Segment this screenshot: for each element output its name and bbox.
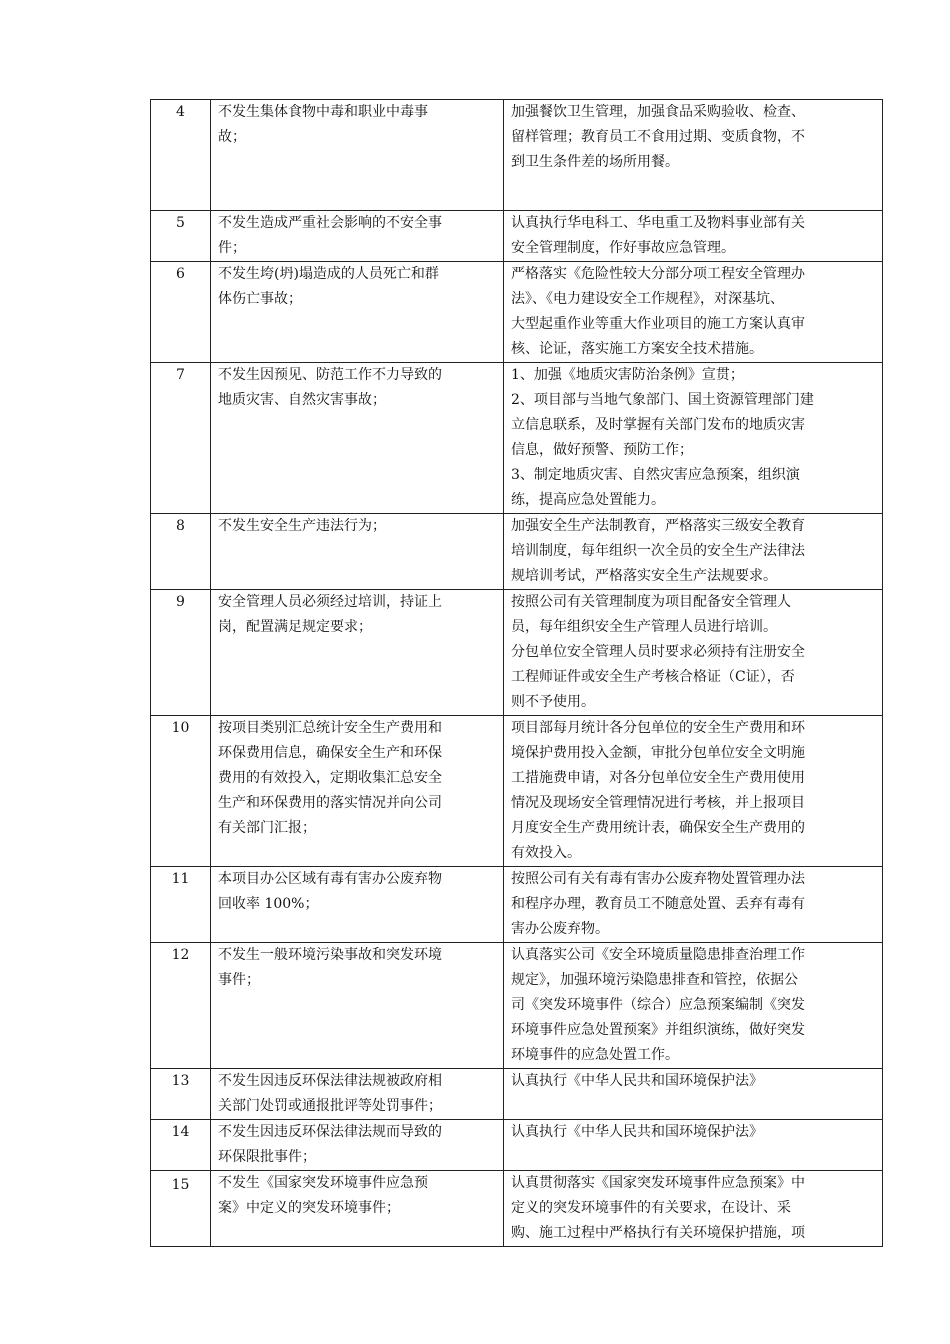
table-row [151,1069,883,1120]
measures-line: 规定》，加强环境污染隐患排查和管控，依据公 [511,972,798,988]
row-number: 5 [151,211,211,262]
measures-line: 害办公废弃物。 [511,921,609,937]
measures-line: 和程序办理，教育员工不随意处置、丢弃有毒有 [511,896,805,912]
measures-line: 认真执行《中华人民共和国环境保护法》 [511,1073,763,1089]
measures-line: 1、加强《地质灾害防治条例》宣贯； [511,367,744,383]
target-line: 不发生造成严重社会影响的不安全事 [218,215,442,231]
measures-line: 员，每年组织安全生产管理人员进行培训。 [511,619,777,635]
target-cell [211,1120,504,1171]
measures-line: 规培训考试，严格落实安全生产法规要求。 [511,568,777,584]
row-number: 7 [151,363,211,514]
measures-line: 留样管理；教育员工不食用过期、变质食物，不 [511,129,805,145]
row-number: 14 [151,1120,211,1171]
row-number: 4 [151,100,211,211]
measures-cell [504,867,883,943]
measures-cell [504,716,883,867]
measures-line: 练，提高应急处置能力。 [511,492,665,508]
target-line: 不发生垮(坍)塌造成的人员死亡和群 [218,266,439,282]
measures-line: 按照公司有关有毒有害办公废弃物处置管理办法 [511,871,805,887]
measures-cell [504,943,883,1069]
measures-line: 定义的突发环境事件的有关要求，在设计、采 [511,1200,791,1216]
safety-targets-table [150,99,883,1247]
measures-cell [504,1120,883,1171]
measures-line: 立信息联系，及时掌握有关部门发布的地质灾害 [511,417,805,433]
measures-cell [504,514,883,590]
target-line: 关部门处罚或通报批评等处罚事件； [218,1098,442,1114]
measures-line: 情况及现场安全管理情况进行考核，并上报项目 [511,795,805,811]
measures-line: 认真贯彻落实《国家突发环境事件应急预案》中 [511,1175,805,1191]
target-cell [211,867,504,943]
target-cell [211,1069,504,1120]
measures-line: 按照公司有关管理制度为项目配备安全管理人 [511,594,791,610]
measures-line: 培训制度，每年组织一次全员的安全生产法律法 [511,543,805,559]
target-line: 不发生一般环境污染事故和突发环境 [218,947,442,963]
measures-line: 工程师证件或安全生产考核合格证（C证），否 [511,669,795,685]
target-line: 费用的有效投入，定期收集汇总安全 [218,770,442,786]
target-line: 不发生集体食物中毒和职业中毒事 [218,104,428,120]
target-line: 不发生《国家突发环境事件应急预 [218,1175,428,1191]
table-row [151,943,883,1069]
measures-line: 信息，做好预警、预防工作； [511,442,693,458]
table-row [151,100,883,211]
table-row [151,1120,883,1171]
target-cell [211,590,504,716]
measures-line: 认真执行《中华人民共和国环境保护法》 [511,1124,763,1140]
target-cell [211,262,504,363]
target-line: 件； [218,240,246,256]
measures-line: 月度安全生产费用统计表，确保安全生产费用的 [511,820,805,836]
measures-cell [504,262,883,363]
measures-cell [504,363,883,514]
table-row [151,716,883,867]
row-number: 15 [151,1171,211,1247]
measures-cell [504,1069,883,1120]
measures-line: 境保护费用投入金额，审批分包单位安全文明施 [511,745,805,761]
target-line: 生产和环保费用的落实情况并向公司 [218,795,442,811]
table-row [151,363,883,514]
measures-line: 3、制定地质灾害、自然灾害应急预案，组织演 [511,467,800,483]
target-cell [211,363,504,514]
table-row [151,262,883,363]
row-number: 8 [151,514,211,590]
row-number: 13 [151,1069,211,1120]
target-line: 不发生因预见、防范工作不力导致的 [218,367,442,383]
target-cell [211,100,504,211]
measures-cell [504,1171,883,1247]
target-cell [211,211,504,262]
target-cell [211,943,504,1069]
target-line: 体伤亡事故； [218,291,302,307]
table-row [151,211,883,262]
target-cell [211,716,504,867]
measures-line: 分包单位安全管理人员时要求必须持有注册安全 [511,644,805,660]
table-row [151,867,883,943]
target-line: 地质灾害、自然灾害事故； [218,392,386,408]
measures-line: 严格落实《危险性较大分部分项工程安全管理办 [511,266,805,282]
target-line: 按项目类别汇总统计安全生产费用和 [218,720,442,736]
target-line: 环保费用信息，确保安全生产和环保 [218,745,442,761]
measures-line: 加强餐饮卫生管理，加强食品采购验收、检查、 [511,104,805,120]
measures-line: 大型起重作业等重大作业项目的施工方案认真审 [511,316,805,332]
measures-line: 2、项目部与当地气象部门、国土资源管理部门建 [511,392,814,408]
measures-line: 购、施工过程中严格执行有关环境保护措施，项 [511,1225,805,1241]
target-line: 环保限批事件； [218,1149,316,1165]
measures-line: 到卫生条件差的场所用餐。 [511,154,679,170]
target-line: 案》中定义的突发环境事件； [218,1200,400,1216]
target-line: 故； [218,129,246,145]
row-number: 11 [151,867,211,943]
target-line: 有关部门汇报； [218,820,316,836]
row-number: 6 [151,262,211,363]
table-row [151,590,883,716]
table-row [151,514,883,590]
target-line: 岗，配置满足规定要求； [218,619,372,635]
row-number: 12 [151,943,211,1069]
measures-cell [504,100,883,211]
measures-line: 认真落实公司《安全环境质量隐患排查治理工作 [511,947,805,963]
measures-cell [504,211,883,262]
measures-cell [504,590,883,716]
measures-line: 司《突发环境事件（综合）应急预案编制《突发 [511,997,805,1013]
measures-line: 环境事件的应急处置工作。 [511,1047,679,1063]
measures-line: 核、论证，落实施工方案安全技术措施。 [511,341,763,357]
measures-line: 加强安全生产法制教育，严格落实三级安全教育 [511,518,805,534]
target-cell [211,1171,504,1247]
measures-line: 环境事件应急处置预案》并组织演练，做好突发 [511,1022,805,1038]
target-cell [211,514,504,590]
target-line: 事件； [218,972,260,988]
row-number: 10 [151,716,211,867]
measures-line: 法》、《电力建设安全工作规程》，对深基坑、 [511,291,784,307]
row-number: 9 [151,590,211,716]
measures-line: 安全管理制度，作好事故应急管理。 [511,240,735,256]
target-line: 本项目办公区域有毒有害办公废弃物 [218,871,442,887]
measures-line: 有效投入。 [511,845,581,861]
target-line: 不发生因违反环保法律法规而导致的 [218,1124,442,1140]
measures-line: 工措施费申请，对各分包单位安全生产费用使用 [511,770,805,786]
target-line: 不发生因违反环保法律法规被政府相 [218,1073,442,1089]
measures-line: 认真执行华电科工、华电重工及物料事业部有关 [511,215,805,231]
measures-line: 项目部每月统计各分包单位的安全生产费用和环 [511,720,805,736]
target-line: 安全管理人员必须经过培训，持证上 [218,594,442,610]
measures-line: 则不予使用。 [511,694,595,710]
target-line: 回收率 100%； [218,896,319,912]
target-line: 不发生安全生产违法行为； [218,518,386,534]
table-row [151,1171,883,1247]
